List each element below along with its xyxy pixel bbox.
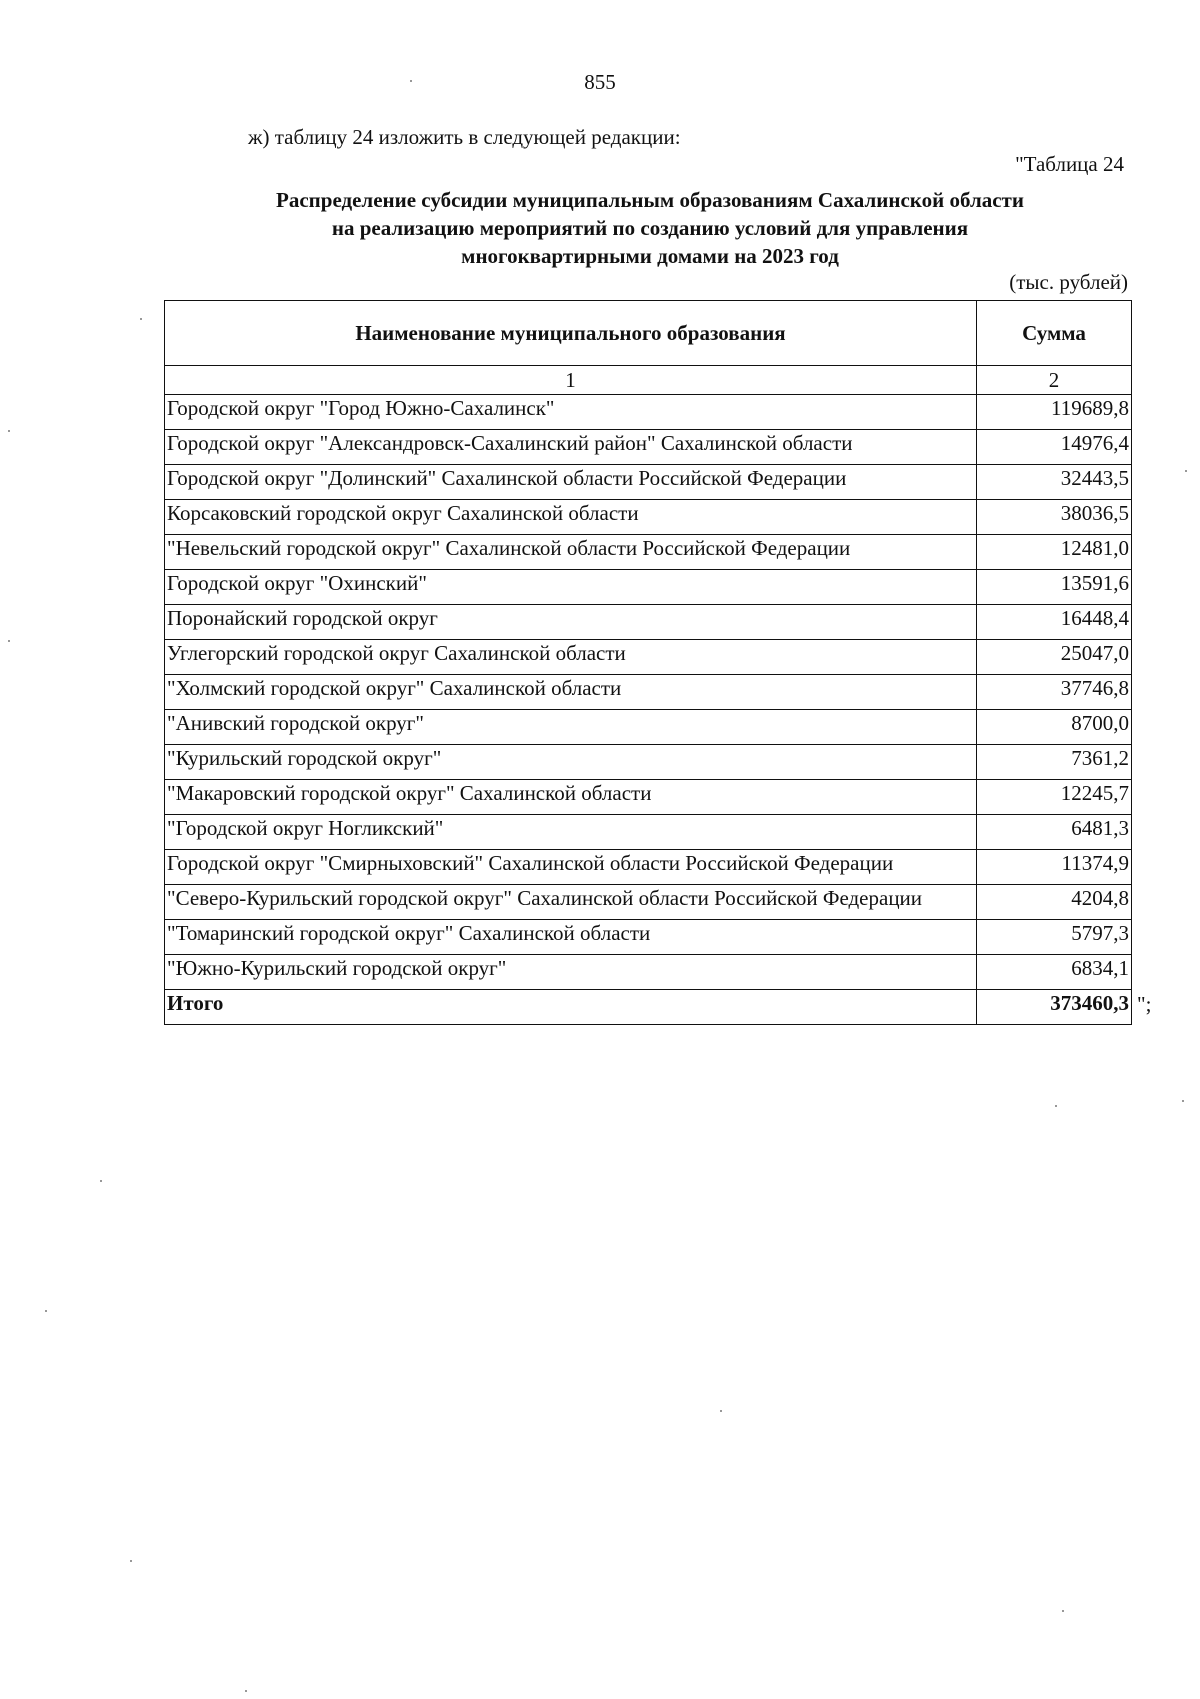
scan-speck bbox=[720, 1410, 722, 1412]
subsidy-amount: 12481,0 bbox=[977, 535, 1132, 570]
municipality-name: "Анивский городской округ" bbox=[165, 710, 977, 745]
subsidy-amount: 4204,8 bbox=[977, 885, 1132, 920]
header-row bbox=[165, 301, 1132, 366]
table-row bbox=[165, 815, 1132, 850]
municipality-name: Корсаковский городской округ Сахалинской области bbox=[165, 500, 977, 535]
subsidy-amount: 13591,6 bbox=[977, 570, 1132, 605]
column-number-row bbox=[165, 366, 1132, 395]
subsidy-amount: 37746,8 bbox=[977, 675, 1132, 710]
scan-speck bbox=[130, 1560, 132, 1562]
scan-speck bbox=[1185, 470, 1187, 472]
table-row bbox=[165, 605, 1132, 640]
page-number: 855 bbox=[584, 70, 616, 94]
municipality-name: Углегорский городской округ Сахалинской области bbox=[165, 640, 977, 675]
subsidy-amount: 8700,0 bbox=[977, 710, 1132, 745]
scan-speck bbox=[100, 1180, 102, 1182]
scan-speck bbox=[140, 318, 142, 320]
table-row bbox=[165, 745, 1132, 780]
municipality-name: "Томаринский городской округ" Сахалинской области bbox=[165, 920, 977, 955]
scan-speck bbox=[410, 80, 412, 82]
subsidy-amount: 14976,4 bbox=[977, 430, 1132, 465]
subsidy-amount: 25047,0 bbox=[977, 640, 1132, 675]
table-row bbox=[165, 535, 1132, 570]
municipality-name: "Городской округ Ногликский" bbox=[165, 815, 977, 850]
table-row bbox=[165, 430, 1132, 465]
table-row bbox=[165, 920, 1132, 955]
title-line: многоквартирными домами на 2023 год bbox=[461, 244, 839, 268]
total-amount: 373460,3 bbox=[977, 990, 1132, 1025]
scan-speck bbox=[1062, 1610, 1064, 1612]
municipality-name: Поронайский городской округ bbox=[165, 605, 977, 640]
municipality-name: Городской округ "Город Южно-Сахалинск" bbox=[165, 395, 977, 430]
scan-speck bbox=[45, 1310, 47, 1312]
scan-speck bbox=[245, 1690, 247, 1692]
intro-text: ж) таблицу 24 изложить в следующей редакции: bbox=[248, 125, 681, 149]
municipality-name: "Холмский городской округ" Сахалинской области bbox=[165, 675, 977, 710]
municipality-name: Городской округ "Александровск-Сахалинский район" Сахалинской области bbox=[165, 430, 977, 465]
column-number: 1 bbox=[165, 366, 977, 395]
table-row bbox=[165, 675, 1132, 710]
table-row bbox=[165, 465, 1132, 500]
total-label: Итого bbox=[165, 990, 977, 1025]
municipality-name: Городской округ "Долинский" Сахалинской области Российской Федерации bbox=[165, 465, 977, 500]
table-row bbox=[165, 640, 1132, 675]
title-line: на реализацию мероприятий по созданию условий для управления bbox=[331, 216, 969, 240]
municipality-name: Городской округ "Охинский" bbox=[165, 570, 977, 605]
header-sum: Сумма bbox=[977, 301, 1132, 366]
header-name: Наименование муниципального образования bbox=[165, 301, 977, 366]
scan-speck bbox=[8, 640, 10, 642]
column-number: 2 bbox=[977, 366, 1132, 395]
subsidy-amount: 38036,5 bbox=[977, 500, 1132, 535]
municipality-name: "Невельский городской округ" Сахалинской области Российской Федерации bbox=[165, 535, 977, 570]
table-row bbox=[165, 850, 1132, 885]
table-row bbox=[165, 395, 1132, 430]
municipality-name: "Южно-Курильский городской округ" bbox=[165, 955, 977, 990]
subsidy-amount: 32443,5 bbox=[977, 465, 1132, 500]
table-row bbox=[165, 885, 1132, 920]
subsidy-amount: 11374,9 bbox=[977, 850, 1132, 885]
subsidy-amount: 12245,7 bbox=[977, 780, 1132, 815]
units-label: (тыс. рублей) bbox=[1009, 270, 1128, 294]
scan-speck bbox=[1055, 1105, 1057, 1107]
table-row bbox=[165, 500, 1132, 535]
subsidy-amount: 7361,2 bbox=[977, 745, 1132, 780]
table-label: "Таблица 24 bbox=[1015, 152, 1124, 176]
closing-quote: "; bbox=[1137, 991, 1152, 1016]
subsidy-amount: 6834,1 bbox=[977, 955, 1132, 990]
subsidy-amount: 5797,3 bbox=[977, 920, 1132, 955]
subsidy-amount: 119689,8 bbox=[977, 395, 1132, 430]
table-row bbox=[165, 570, 1132, 605]
title-line: Распределение субсидии муниципальным образованиям Сахалинской области bbox=[276, 188, 1024, 212]
total-row bbox=[165, 990, 1132, 1025]
subsidy-table bbox=[164, 300, 1132, 1025]
municipality-name: "Северо-Курильский городской округ" Сахалинской области Российской Федерации bbox=[165, 885, 977, 920]
scan-speck bbox=[8, 430, 10, 432]
municipality-name: Городской округ "Смирныховский" Сахалинской области Российской Федерации bbox=[165, 850, 977, 885]
table-row bbox=[165, 955, 1132, 990]
municipality-name: "Макаровский городской округ" Сахалинской области bbox=[165, 780, 977, 815]
table-row bbox=[165, 780, 1132, 815]
scan-speck bbox=[1182, 1100, 1184, 1102]
table-row bbox=[165, 710, 1132, 745]
municipality-name: "Курильский городской округ" bbox=[165, 745, 977, 780]
table-title bbox=[150, 186, 1150, 270]
subsidy-amount: 16448,4 bbox=[977, 605, 1132, 640]
subsidy-amount: 6481,3 bbox=[977, 815, 1132, 850]
